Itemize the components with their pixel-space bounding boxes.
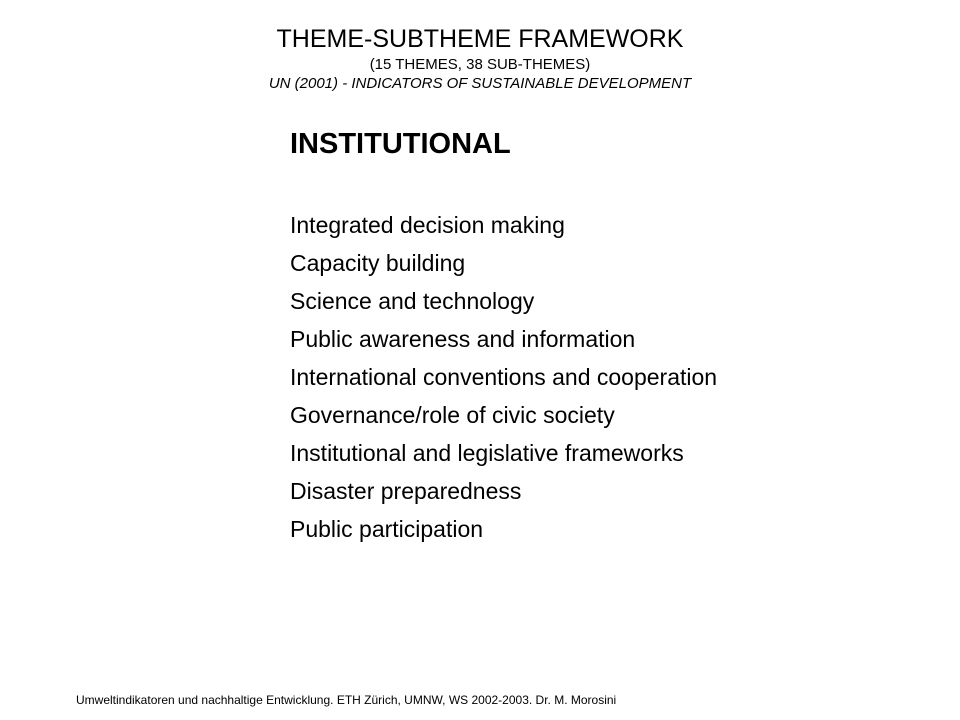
subtheme-list	[290, 206, 717, 548]
slide-subtitle: (15 THEMES, 38 SUB-THEMES)	[369, 56, 591, 73]
list-item: Capacity building	[290, 250, 466, 276]
list-item: Public participation	[290, 516, 484, 542]
footer-text: Umweltindikatoren und nachhaltige Entwicklung. ETH Zürich, UMNW, WS 2002-2003. Dr. M. Morosini	[76, 693, 617, 707]
list-item: Public awareness and information	[290, 326, 636, 352]
list-item: Governance/role of civic society	[290, 402, 615, 428]
list-item: Institutional and legislative frameworks	[290, 440, 684, 466]
section-heading: INSTITUTIONAL	[290, 128, 511, 160]
title-block	[0, 24, 960, 93]
slide-source: UN (2001) - INDICATORS OF SUSTAINABLE DEVELOPMENT	[268, 75, 692, 92]
list-item: Disaster preparedness	[290, 478, 522, 504]
list-item: International conventions and cooperation	[290, 364, 718, 390]
list-item: Science and technology	[290, 288, 535, 314]
list-item: Integrated decision making	[290, 212, 565, 238]
slide-title: THEME-SUBTHEME FRAMEWORK	[276, 25, 684, 53]
